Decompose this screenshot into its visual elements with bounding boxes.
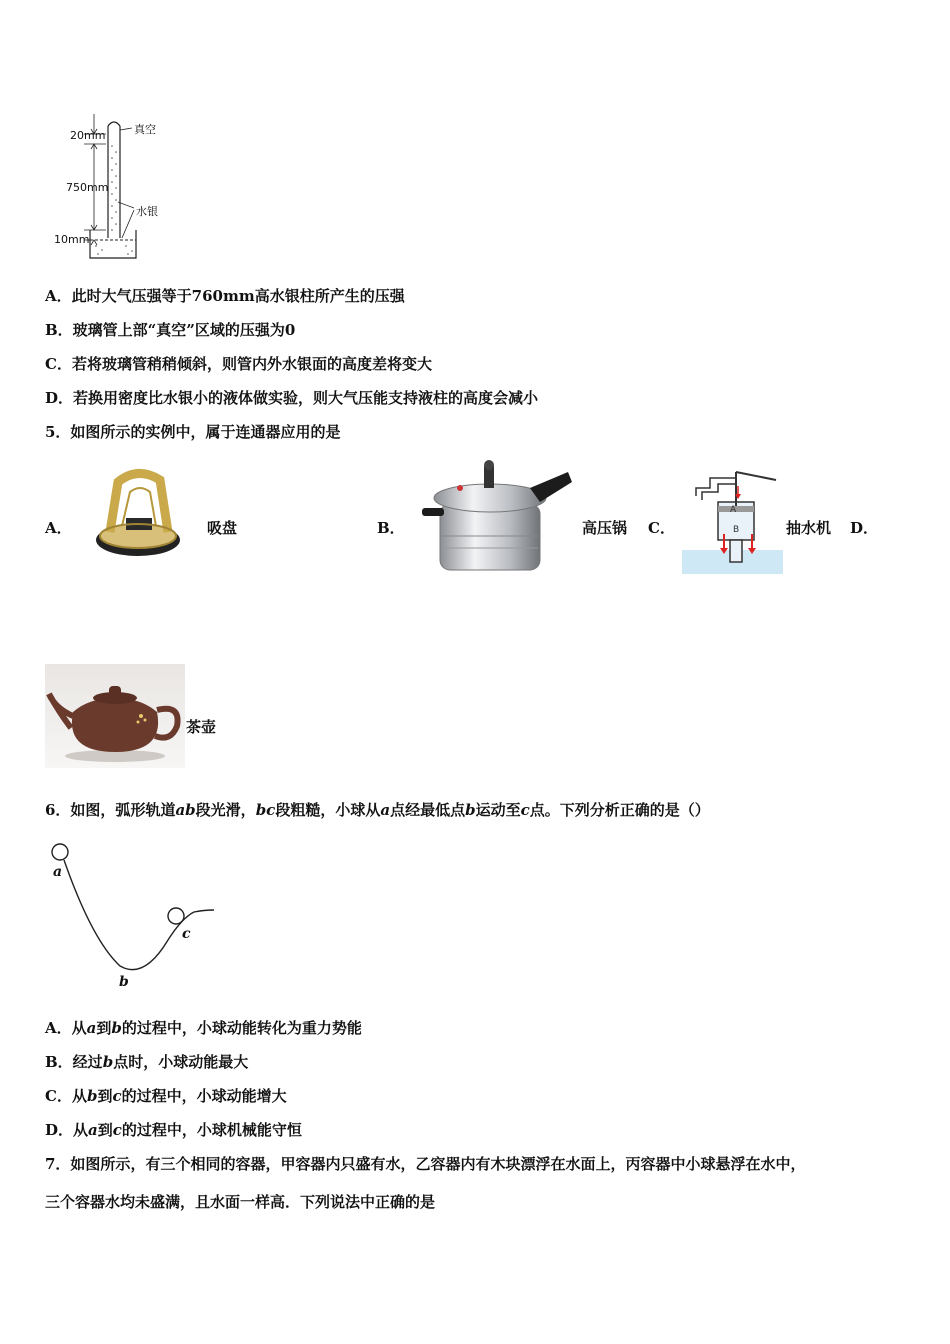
- q5-option-b-caption: 高压锅: [582, 519, 628, 537]
- track-label-c: c: [182, 926, 191, 942]
- water-pump-image: [680, 462, 785, 577]
- track-label-a: a: [53, 864, 63, 880]
- q4-option-b: B．玻璃管上部“真空”区域的压强为0: [45, 321, 296, 339]
- q6-stem-part: 点。下列分析正确的是（）: [529, 801, 710, 819]
- q6-option-text: 到: [97, 1087, 113, 1105]
- q6-option-text: B．经过: [45, 1053, 103, 1071]
- label-vacuum: 真空: [134, 123, 156, 136]
- q4-option-a: A．此时大气压强等于760mm高水银柱所产生的压强: [45, 287, 405, 305]
- q6-option-text: 的过程中，小球动能增大: [121, 1087, 287, 1105]
- q6-stem-var: ab: [175, 801, 196, 819]
- q4-option-c: C．若将玻璃管稍稍倾斜，则管内外水银面的高度差将变大: [45, 355, 432, 373]
- q6-option-var: a: [86, 1019, 97, 1037]
- q6-stem-part: 点经最低点: [390, 801, 466, 819]
- q6-option-text: A．从: [45, 1019, 87, 1037]
- q6-option-a: [45, 1018, 362, 1038]
- teapot-image: [45, 664, 185, 768]
- q6-stem-part: 段粗糙，小球从: [275, 801, 381, 819]
- q6-stem: [45, 800, 710, 820]
- q5-option-b-letter: B．: [377, 519, 405, 537]
- q5-option-c-letter: C．: [648, 519, 675, 537]
- pump-label-a: A: [730, 505, 737, 515]
- q6-option-text: C．从: [45, 1087, 87, 1105]
- q5-option-a-letter: A．: [45, 519, 72, 537]
- q6-option-d: [45, 1120, 302, 1140]
- q6-option-text: D．从: [45, 1121, 89, 1139]
- track-figure: [44, 840, 224, 995]
- q6-option-var: b: [86, 1087, 98, 1105]
- q6-option-var: b: [102, 1053, 114, 1071]
- q5-option-c-caption: 抽水机: [786, 519, 832, 537]
- q7-line-1: 7．如图所示，有三个相同的容器，甲容器内只盛有水，乙容器内有木块漂浮在水面上，丙容器中小球悬浮在水中，: [45, 1155, 806, 1173]
- q6-stem-part: 段光滑，: [195, 801, 256, 819]
- q6-stem-part: 6．如图，弧形轨道: [45, 801, 176, 819]
- q6-option-text: 的过程中，小球动能转化为重力势能: [121, 1019, 362, 1037]
- q6-option-text: 点时，小球动能最大: [113, 1053, 249, 1071]
- q4-option-d: D．若换用密度比水银小的液体做实验，则大气压能支持液柱的高度会减小: [45, 389, 539, 407]
- q6-option-c: [45, 1086, 287, 1106]
- torricelli-figure: [50, 110, 180, 265]
- track-label-b: b: [119, 974, 129, 990]
- q6-option-text: 到: [96, 1019, 112, 1037]
- q6-option-var: c: [112, 1087, 122, 1105]
- q6-option-text: 到: [97, 1121, 113, 1139]
- q6-stem-var: b: [465, 801, 476, 819]
- q5-option-d-caption: 茶壶: [186, 718, 217, 736]
- label-750mm: 750mm: [66, 181, 109, 194]
- label-mercury: 水银: [136, 205, 158, 218]
- q7-line-2: 三个容器水均未盛满，且水面一样高．下列说法中正确的是: [45, 1193, 436, 1211]
- q6-option-b: [45, 1052, 248, 1072]
- pump-label-b: B: [733, 525, 740, 535]
- q6-stem-var: c: [520, 801, 530, 819]
- q6-option-var: a: [88, 1121, 98, 1139]
- q6-stem-var: bc: [255, 801, 276, 819]
- q5-stem: 5．如图所示的实例中，属于连通器应用的是: [45, 423, 341, 441]
- q6-option-text: 的过程中，小球机械能守恒: [121, 1121, 302, 1139]
- q6-option-var: b: [111, 1019, 122, 1037]
- q5-option-a-caption: 吸盘: [207, 519, 238, 537]
- label-20mm: 20mm: [70, 129, 106, 142]
- q6-option-var: c: [112, 1121, 122, 1139]
- q6-stem-part: 运动至: [475, 801, 521, 819]
- q5-option-d-letter: D．: [850, 519, 879, 537]
- q6-stem-var: a: [380, 801, 391, 819]
- pressure-cooker-image: [420, 458, 575, 578]
- suction-cup-image: [88, 462, 198, 572]
- label-10mm: 10mm: [54, 233, 90, 246]
